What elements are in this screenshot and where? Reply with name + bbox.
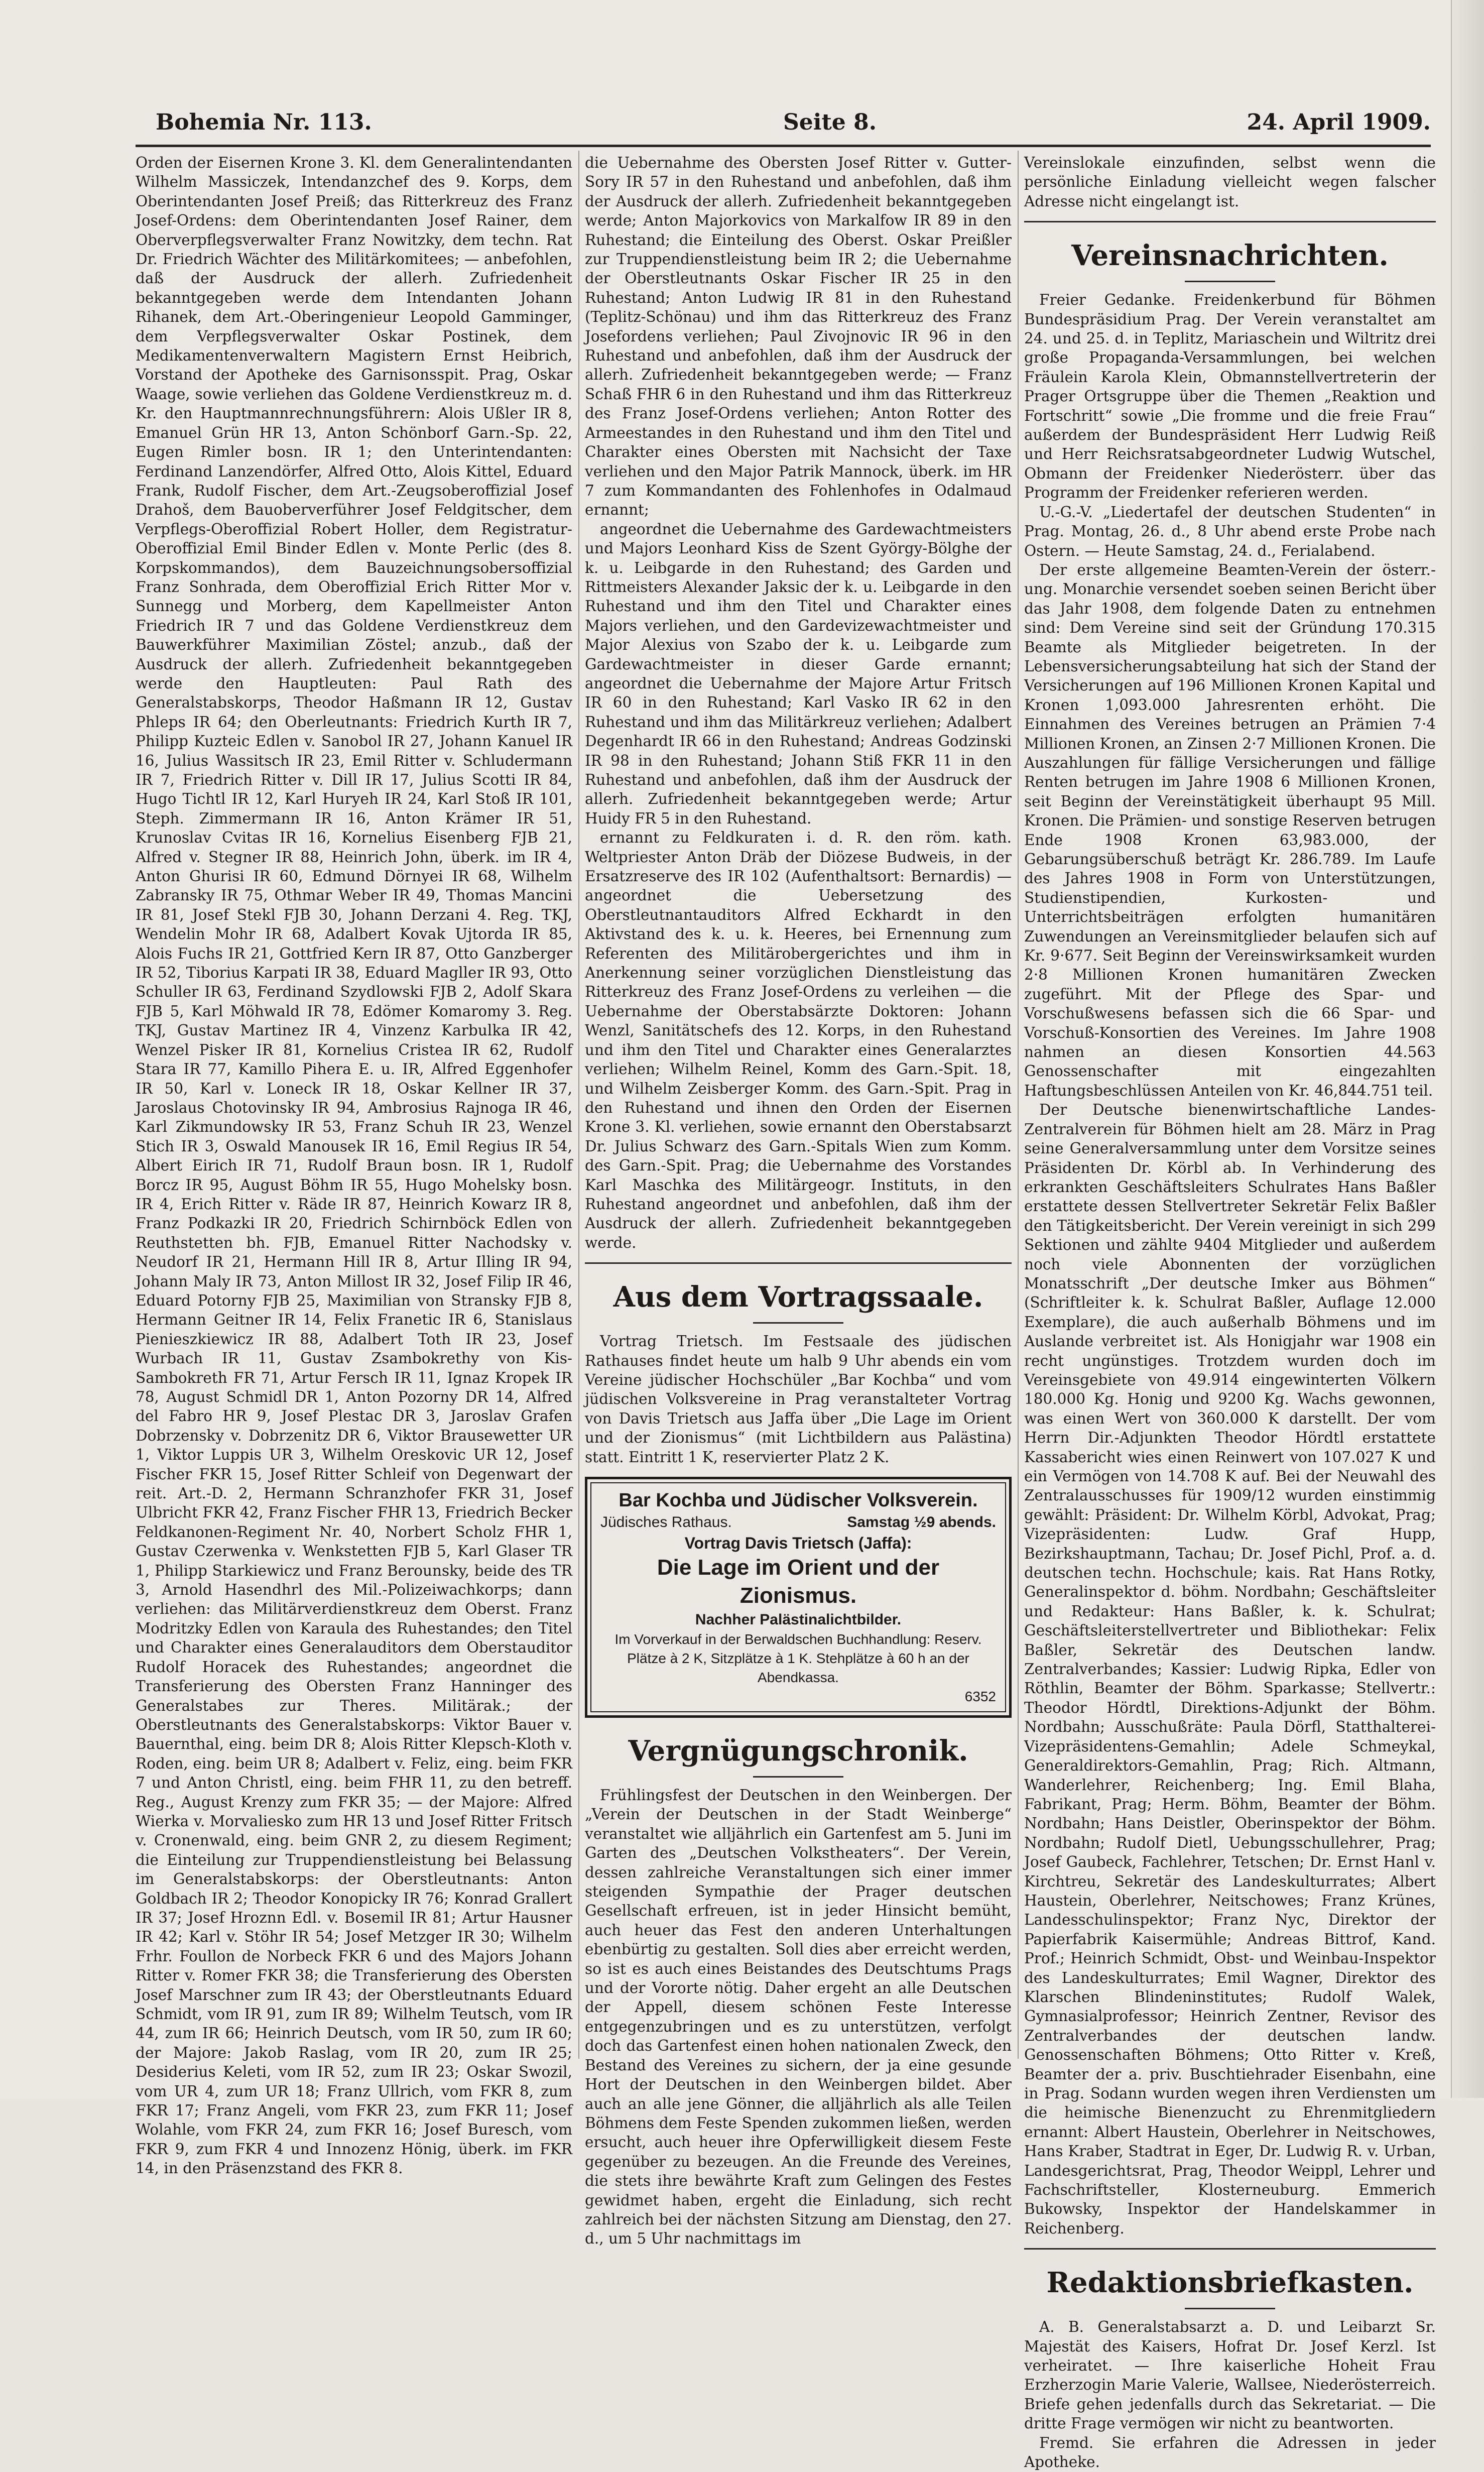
col1-paragraph: Orden der Eisernen Krone 3. Kl. dem Generalintendanten Wilhelm Massiczek, Intendanzchef des 9. Korps, dem Oberintendanten Josef Preiß; das Ritterkreuz des Franz Josef-Ordens: dem Oberintendanten Josef Rainer, dem Oberverpflegsverwalter Franz Nowitzky, dem techn. Rat Dr. Friedrich Wächter des Militärkomitees; — anbefohlen, daß der Ausdruck der allerh. Zufriedenheit bekanntgegeben werde dem Intendanten Johann Rihanek, dem Art.-Oberingenieur Leopold Gamminger, dem Verpflegsverwalter Oskar Postinek, dem Medikamentenverwaltern Magistern Ernst Heibrich, Vorstand der Apotheke des Garnisonsspit. Prag, Oskar Waage, sowie verliehen das Goldene Verdienstkreuz m. d. Kr. den Hauptmannrechnungsführern: Alois Ußler IR 8, Emanuel Grün HR 13, Anton Schönborf Garn.-Sp. 22, Eugen Rimler bosn. IR 1; den Unterintendanten: Ferdinand Lanzendörfer, Alfred Otto, Alois Kittel, Eduard Frank, Rudolf Fischer, dem Art.-Zeugsoberoffizial Josef Drahoš, dem Bauoberverführer Josef Feldgitscher, dem Verpflegs-Oberoffizial Robert Holler, dem Registratur-Oberoffizial Emil Binder Edlen v. Monte Perlic (des 8. Korpskommandos), dem Bauzeichnungsobersoffizial Franz Sonhrada, dem Oberoffizial Erich Ritter Mor v. Sunnegg und Morberg, dem Kapellmeister Anton Friedrich IR 7 und das Goldene Verdienstkreuz dem Bauwerkführer Maximilian Zöstel; anzub., daß der Ausdruck der allerh. Zufriedenheit bekanntgegeben werde den Hauptleuten: Paul Rath des Generalstabskorps, Theodor Haßmann IR 12, Gustav Phleps IR 64; den Oberleutnants: Friedrich Kurth IR 7, Philipp Kuzteic Edlen v. Sanobol IR 27, Johann Kanuel IR 16, Julius Wassitsch IR 23, Emil Ritter v. Schludermann IR 7, Friedrich Ritter v. Dill IR 17, Julius Scotti IR 84, Hugo Tichtl IR 12, Karl Huryeh IR 24, Karl Stoß IR 101, Steph. Zimmermann IR 16, Anton Krämer IR 51, Krunoslav Cvitas IR 16, Kornelius Eisenberg FJB 21, Alfred v. Stegner IR 88, Heinrich John, überk. im IR 4, Anton Ghurisi IR 60, Edmund Dörnyei IR 68, Wilhelm Zabransky IR 75, Othmar Weber IR 49, Thomas Mancini IR 81, Josef Stekl FJB 30, Johann Derzani 4. Reg. TKJ, Wendelin Mohr IR 68, Adalbert Kovak Ujtorda IR 85, Alois Fuchs IR 21, Gottfried Kern IR 87, Otto Ganzberger IR 52, Tiborius Karpati IR 38, Eduard Magller IR 93, Otto Schuller IR 63, Ferdinand Szydlowski FJB 2, Adolf Skara FJB 5, Karl Möhwald IR 78, Edömer Komaromy 3. Reg. TKJ, Gustav Martinez IR 4, Vinzenz Karbulka IR 42, Wenzel Pisker IR 81, Kornelius Cristea IR 62, Rudolf Stara IR 77, Kamillo Pihera E. u. IR, Alfred Eggenhofer IR 50, Karl v. Loneck IR 18, Oskar Kellner IR 37, Jaroslaus Chotovinsky IR 94, Ambrosius Rajnoga IR 46, Karl Zikmundowsky IR 53, Franz Schuh IR 23, Wenzel Stich IR 3, Oswald Manousek IR 16, Emil Regius IR 54, Albert Eirich IR 71, Rudolf Braun bosn. IR 1, Rudolf Borcz IR 95, August Böhm IR 55, Hugo Mohelsky bosn. IR 4, Erich Ritter v. Räde IR 87, Heinrich Kowarz IR 8, Franz Podkazki IR 20, Friedrich Schirnböck Edlen von Reuthstetten bh. FJB, Emanuel Ritter Nachodsky v. Neudorf IR 21, Hermann Hill IR 8, Artur Illing IR 94, Johann Maly IR 73, Anton Millost IR 32, Josef Filip IR 46, Eduard Potorny FJB 25, Maximilian von Stransky FJB 8, Hermann Geitner IR 14, Felix Franetic IR 6, Stanislaus Pienieszkiewicz IR 88, Adalbert Toth IR 23, Josef Wurbach IR 11, Gustav Zsambokrethy von Kis-Sambokreth FR 71, Artur Fersch IR 11, Ignaz Kropek IR 78, August Schmidl DR 1, Anton Pozorny DR 14, Alfred del Fabro HR 9, Josef Plestac DR 3, Jaroslav Grafen Dobrzensky v. Dobrzenitz DR 6, Viktor Brausewetter UR 1, Viktor Luppis UR 3, Wilhelm Oreskovic UR 12, Josef Fischer FKR 15, Josef Ritter Schleif von Degenwart der reit. Art.-D. 2, Hermann Schranzhofer FKR 31, Josef Ulbricht FKR 42, Franz Fischer FHR 13, Friedrich Becker Feldkanonen-Regiment Nr. 40, Norbert Scholz FHR 1, Gustav Czerwenka v. Wenkstetten FJB 5, Karl Glaser TR 1, Philipp Starkiewicz und Franz Berounsky, beide des TR 3, Arnold Hasendhrl des Mil.-Polizeiwachkorps; dann verliehen: das Militärverdienstkreuz dem Oberst. Franz Modritzky Edlen von Karaula des Ruhestandes; den Titel und Charakter eines Generalauditors dem Oberstauditor Rudolf Horacek des Ruhestandes; angeordnet die Transferierung des Obersten Franz Hanninger des Generalstabes zur Theres. Militärak.; der Oberstleutnants des Generalstabskorps: Viktor Bauer v. Bauernthal, eing. beim DR 8; Alois Ritter Klepsch-Kloth v. Roden, eing. beim UR 8; Adalbert v. Feliz, eing. beim FKR 7 und Anton Christl, eing. beim FHR 11, zu den betreff. Reg., August Krenzy zum FKR 35; — der Majore: Alfred Wierka v. Morvaliesko zum HR 13 und Josef Ritter Fritsch v. Cronenwald, eing. beim GNR 2, zu diesem Regiment; die Einteilung zur Truppendienstleistung bei Belassung im Generalstabskorps: der Oberstleutnants: Anton Goldbach IR 2; Theodor Konopicky IR 76; Konrad Grallert IR 37; Josef Hroznn Edl. v. Bosemil IR 81; Artur Hausner IR 42; Karl v. Stöhr IR 54; Josef Metzger IR 30; Wilhelm Frhr. Foullon de Norbeck FKR 6 und des Majors Johann Ritter v. Romer FKR 38; die Transferierung des Obersten Josef Marschner zum IR 43; der Oberstleutnants Eduard Schmidt, vom IR 91, zum IR 89; Wilhelm Teutsch, vom IR 44, zum IR 66; Heinrich Deutsch, vom IR 50, zum IR 60; der Majore: Jakob Raslag, vom IR 20, zum IR 25; Desiderius Keleti, vom IR 52, zum IR 23; Oskar Swozil, vom UR 4, zum UR 18; Franz Ullrich, vom FKR 8, zum FKR 17; Franz Angeli, vom FKR 23, zum FKR 11; Josef Wolahle, vom FKR 24, zum FKR 16; Josef Buresch, vom FKR 9, zum FKR 4 und Innozenz Hönig, überk. im FKR 14, in den Präsenzstand des FKR 8. (136, 154, 572, 2177)
advertisement-inner (590, 1482, 1006, 1712)
advertisement-box (585, 1477, 1012, 1718)
col2-paragraph-1: die Uebernahme des Obersten Josef Ritter v. Gutter-Sory IR 57 in den Ruhestand und anbefohlen, daß ihm der Ausdruck der allerh. Zufriedenheit bekanntgegeben werde; Anton Majorkovics von Markalfow IR 89 in den Ruhestand; die Einteilung des Oberst. Oskar Preißler zur Truppendienstleistung beim IR 2; die Uebernahme der Oberstleutnants Oskar Fischer IR 25 in den Ruhestand; Anton Ludwig IR 81 in den Ruhestand (Teplitz-Schönau) und ihm das Ritterkreuz des Franz Josefordens verliehen; Paul Zivojnovic IR 96 in den Ruhestand und anbefohlen, daß ihm der Ausdruck der allerh. Zufriedenheit bekanntgegeben werde; — Franz Schaß FHR 6 in den Ruhestand und ihm das Ritterkreuz des Franz Josef-Ordens verliehen; Anton Rotter des Armeestandes in den Ruhestand und ihm den Titel und Charakter eines Obersten mit Nachsicht der Taxe verliehen und den Major Patrik Mannock, überk. im HR 7 zum Kommandanten des Fohlenhofes in Odalmaud ernannt; (585, 154, 1012, 519)
ad-time: Samstag ½9 abends. (847, 1514, 996, 1531)
header-issue: Bohemia Nr. 113. (156, 109, 372, 135)
section-divider (1024, 221, 1436, 222)
page-header (136, 105, 1431, 141)
header-page-number: Seite 8. (783, 109, 877, 135)
vortrag-paragraph: Vortrag Trietsch. Im Festsaale des jüdischen Rathauses findet heute um halb 9 Uhr abends ein vom Vereine jüdischer Hochschüler „Bar Kochba“ und vom jüdischen Volksvereine in Prag veranstalteter Vortrag von Davis Trietsch aus Jaffa über „Die Lage im Orient und der Zionismus“ (mit Lichtbildern aus Palästina) statt. Eintritt 1 K, reservierter Platz 2 K. (585, 1333, 1012, 1466)
ad-number: 6352 (964, 1689, 996, 1704)
column-1 (136, 153, 572, 2177)
column-2 (585, 153, 1012, 2248)
section-title-redaktionsbriefkasten: Redaktionsbriefkasten. (1046, 2266, 1414, 2300)
col3-paragraph-6: A. B. Generalstabsarzt a. D. und Leibarzt Sr. Majestät des Kaisers, Hofrat Dr. Josef Kerzl. Ist verheiratet. — Ihre kaiserliche Hoheit Frau Erzherzogin Marie Valerie, Wallsee, Niederösterreich. Briefe gehen jedenfalls durch das Sekretariat. — Die dritte Frage vermögen wir nicht zu beantworten. (1024, 2318, 1436, 2432)
title-rule (753, 1322, 843, 1324)
col3-paragraph-5: Der Deutsche bienenwirtschaftliche Landes-Zentralverein für Böhmen hielt am 28. März in Prag seine Generalversammlung unter dem Vorsitze seines Präsidenten Dr. Körbl ab. In Verhinderung des erkrankten Geschäftsleiters Schulrates Hans Baßler erstattete dessen Stellvertreter Sekretär Felix Baßler den Tätigkeitsbericht. Der Verein vereinigt in sich 299 Sektionen und zählte 9404 Mitglieder und außerdem noch viele Abonnenten der vorzüglichen Monatsschrift „Der deutsche Imker aus Böhmen“ (Schriftleiter k. k. Schulrat Baßler, Auflage 12.000 Exemplare), die auch außerhalb Böhmens und im Auslande verbreitet ist. Als Honigjahr war 1908 ein recht ungünstiges. Trotzdem wurden doch im Vereinsgebiete von 49.914 eingewinterten Völkern 180.000 Kg. Honig und 9200 Kg. Wachs gewonnen, was einen Wert von 360.000 K darstellt. Der vom Herrn Dir.-Adjunkten Theodor Hördtl erstattete Kassabericht wies einen Reinwert von 107.027 K und ein Vermögen von 14.708 K auf. Bei der Neuwahl des Zentralausschusses für 1909/12 wurden einstimmig gewählt: Präsident: Dr. Wilhelm Körbl, Advokat, Prag; Vizepräsidenten: Ludw. Graf Hupp, Bezirkshauptmann, Tachau; Dr. Josef Pichl, Prof. a. d. deutschen techn. Hochschule; kais. Rat Hans Rotky, Generalinspektor d. böhm. Nordbahn; Geschäftsleiter und Redakteur: Hans Baßler, k. k. Schulrat; Geschäftsleiterstellvertreter und Bibliothekar: Felix Baßler, Sekretär des Deutschen landw. Zentralverbandes; Kassier: Ludwig Ripka, Edler von Röthlin, Beamter der Böhm. Sparkasse; Stellvertr.: Theodor Hördtl, Direktions-Adjunkt der Böhm. Nordbahn; Ausschußräte: Paula Dörfl, Statthalterei-Vizepräsidentens-Gemahlin; Adele Schmeykal, Generaldirektors-Gemahlin, Prag; Rich. Altmann, Wanderlehrer, Reichenberg; Ing. Emil Blaha, Fabrikant, Prag; Herm. Böhm, Beamter der Böhm. Nordbahn; Hans Deistler, Oberinspektor der Böhm. Nordbahn; Rudolf Dietl, Uebungsschullehrer, Prag; Josef Gaubeck, Fachlehrer, Tetschen; Dr. Ernst Hanl v. Kirchtreu, Sekretär des Landeskulturrates; Albert Haustein, Oberlehrer, Neitschowes; Franz Krünes, Landesschulinspektor; Franz Nyc, Direktor der Papierfabrik Kaisermühle; Andreas Bittrof, Kand. Prof.; Heinrich Schmidt, Obst- und Weinbau-Inspektor des Landeskulturrates; Emil Wagner, Direktor des Klarschen Blindeninstitutes; Rudolf Walek, Gymnasialprofessor; Heinrich Zentner, Revisor des Zentralverbandes der deutschen landw. Genossenschaften Böhmens; Otto Ritter v. Kreß, Beamter der a. priv. Buschtiehrader Eisenbahn, eine in Prag. Sodann wurden wegen ihren Verdiensten um die heimische Bienenzucht zu Ehrenmitgliedern ernannt: Albert Haustein, Oberlehrer in Neitschowes, Hans Kraber, Stadtrat in Eger, Dr. Ludwig R. v. Urban, Landesgerichtsrat, Prag, Theodor Weippl, Lehrer und Fachschriftsteller, Klosterneuburg. Emmerich Bukowsky, Inspektor der Handelskammer in Reichenberg. (1024, 1101, 1436, 2237)
ad-presale: Im Vorverkauf in der Berwaldschen Buchhandlung: Reserv. Plätze à 2 K, Sitzplätze à 1 K. Stehplätze à 60 h an der Abendkassa. (614, 1631, 982, 1685)
section-title-vereinsnachrichten: Vereinsnachrichten. (1071, 239, 1389, 273)
title-rule (753, 1776, 843, 1778)
ad-place-time-row (600, 1512, 996, 1533)
ad-place: Jüdisches Rathaus. (600, 1514, 732, 1531)
page-edge (1451, 0, 1484, 2098)
ad-topic: Die Lage im Orient und der Zionismus. (657, 1555, 940, 1608)
ad-title: Bar Kochba und Jüdischer Volksverein. (619, 1490, 978, 1511)
column-3 (1024, 153, 1436, 2471)
ad-subline: Nachher Palästinalichtbilder. (695, 1611, 902, 1628)
section-divider (585, 1262, 1012, 1264)
col3-paragraph-4: Der erste allgemeine Beamten-Verein der österr.-ung. Monarchie versendet soeben seinen Bericht über das Jahr 1908, dem folgende Daten zu entnehmen sind: Dem Vereine sind seit der Gründung 170.315 Beamte als Mitglieder beigetreten. In der Lebensversicherungsabteilung hat sich der Stand der Versicherungen auf 196 Millionen Kronen Kapital und Kronen 1,093.000 Jahresrenten erhöht. Die Einnahmen des Vereines betrugen an Prämien 7·4 Millionen Kronen, an Zinsen 2·7 Millionen Kronen. Die Auszahlungen für fällige Versicherungen und fällige Renten betrugen im Jahre 1908 6 Millionen Kronen, seit Beginn der Vereinstätigkeit überhaupt 95 Mill. Kronen. Die Prämien- und sonstige Reserven betrugen Ende 1908 Kronen 63,983.000, der Gebarungsüberschuß beträgt Kr. 286.789. Im Laufe des Jahres 1908 in Form von Unterstützungen, Studienstipendien, Kurkosten- und Unterrichtsbeiträgen erfolgten humanitären Zuwendungen an Vereinsmitglieder belaufen sich auf Kr. 9·677. Seit Beginn der Vereinswirksamkeit wurden 2·8 Millionen Kronen humanitären Zwecken zugeführt. Mit der Pflege des Spar- und Vorschußwesens befassen sich die 66 Spar- und Vorschuß-Konsortien des Vereines. Im Jahre 1908 nahmen an diesen Konsortien 44.563 Genossenschafter mit eingezahlten Haftungsbeschlüssen Anteilen von Kr. 46,844.751 teil. (1024, 561, 1436, 1099)
column-rule-1 (578, 151, 579, 2059)
column-rule-2 (1018, 151, 1019, 2059)
section-title-vergnuegung: Vergnügungschronik. (628, 1734, 968, 1768)
header-rule (136, 145, 1431, 147)
title-rule (1185, 2308, 1275, 2309)
vergnuegung-paragraph: Frühlingsfest der Deutschen in den Weinbergen. Der „Verein der Deutschen in der Stadt Weinberge“ veranstaltet wie alljährlich ein Gartenfest am 5. Juni im Garten des „Deutschen Volkstheaters“. Der Verein, dessen zahlreiche Veranstaltungen sich einer immer steigenden Sympathie der Prager deutschen Gesellschaft erfreuen, ist in jeder Hinsicht bemüht, auch heuer das Fest den anderen Unterhaltungen ebenbürtig zu gestalten. Soll dies aber erreicht werden, so ist es auch eines Beistandes des Deutschtums Prags und der Vororte nötig. Daher ergeht an alle Deutschen der Appell, diesem schönen Feste Interesse entgegenzubringen und es zu unterstützen, verfolgt doch das Gartenfest einen hohen nationalen Zweck, den Bestand des Vereines zu sichern, der ja eine gesunde Hort der Deutschen in den Weinbergen bildet. Aber auch an alle jene Gönner, die alljährlich als alle Teilen Böhmens dem Feste Spenden zukommen ließen, werden ersucht, auch heuer ihre Opferwilligkeit diesem Feste gegenüber zu bezeugen. An die Freunde des Vereines, die stets ihre bewährte Kraft zum Gelingen des Festes gewidmet haben, ergeht die Einladung, sich recht zahlreich bei der nächsten Sitzung am Dienstag, den 27. d., um 5 Uhr nachmittags im (585, 1787, 1012, 2248)
section-title-vortragssaal: Aus dem Vortragssaale. (613, 1280, 983, 1314)
col2-paragraph-2: angeordnet die Uebernahme des Gardewachtmeisters und Majors Leonhard Kiss de Szent György-Bölghe der k. u. Leibgarde in den Ruhestand; des Garden und Rittmeisters Alexander Jaksic der k. u. Leibgarde in den Ruhestand und ihm den Titel und Charakter eines Majors verliehen, und den Gardevizewachtmeister und Major Alexius von Szabo der k. u. Leibgarde zum Gardewachtmeister in dieser Garde ernannt; angeordnet die Uebernahme der Majore Artur Fritsch IR 60 in den Ruhestand; Karl Vasko IR 62 in den Ruhestand und ihm das Militärkreuz verliehen; Adalbert Degenhardt IR 66 in den Ruhestand; Andreas Godzinski IR 98 in den Ruhestand; Johann Stiß FKR 11 in den Ruhestand und anbefohlen, daß ihm der Ausdruck der allerh. Zufriedenheit bekanntgegeben werde; Artur Huidy FR 5 in den Ruhestand. (585, 520, 1012, 827)
col3-paragraph-3: U.-G.-V. „Liedertafel der deutschen Studenten“ in Prag. Montag, 26. d., 8 Uhr abend erste Probe nach Ostern. — Heute Samstag, 24. d., Ferialabend. (1024, 503, 1436, 559)
title-rule (1185, 281, 1275, 282)
col2-paragraph-3: ernannt zu Feldkuraten i. d. R. den röm. kath. Weltpriester Anton Dräb der Diözese Budweis, in der Ersatzreserve des IR 102 (Aufenthaltsort: Bernardis) — angeordnet die Uebersetzung des Oberstleutnantauditors Alfred Eckhardt in den Aktivstand des k. u. k. Heeres, bei Ernennung zum Referenten des Militärobergerichtes und ihm in Anerkennung seiner vorzüglichen Dienstleistung das Ritterkreuz des Franz Josef-Ordens zu verleihen — die Uebernahme der Oberstabsärzte Doktoren: Johann Wenzl, Sanitätschefs des 12. Korps, in den Ruhestand und ihm den Titel und Charakter eines Generalarztes verliehen; Wilhelm Reinel, Komm des Garn.-Spit. 18, und Wilhelm Zeisberger Komm. des Garn.-Spit. Prag in den Ruhestand und ihnen den Orden der Eisernen Krone 3. Kl. verliehen, sowie ernannt den Oberstabsarzt Dr. Julius Schwarz des Garn.-Spitals Wien zum Komm. des Garn.-Spit. Prag; die Uebernahme des Vorstandes Karl Maschka des Militärgeogr. Instituts, in den Ruhestand angeordnet und anbefohlen, daß ihm der Ausdruck der allerh. Zufriedenheit bekanntgegeben werde. (585, 829, 1012, 1251)
section-divider (1024, 2248, 1436, 2250)
col3-paragraph-7: Fremd. Sie erfahren die Adressen in jeder Apotheke. (1024, 2434, 1436, 2471)
header-date: 24. April 1909. (1247, 109, 1431, 135)
col3-paragraph-2: Freier Gedanke. Freidenkerbund für Böhmen Bundespräsidium Prag. Der Verein veranstaltet am 24. und 25. d. in Teplitz, Mariaschein und Wiltritz drei große Propaganda-Versammlungen, bei welchen Fräulein Karola Klein, Obmannstellvertreterin der Prager Ortsgruppe über die Themen „Reaktion und Fortschritt“ sowie „Die fromme und die freie Frau“ außerdem der Bundespräsident Herr Ludwig Reiß und Herr Reichsratsabgeordneter Ludwig Wutschel, Obmann der Freidenker Niederösterr. über das Programm der Freidenker referieren werden. (1024, 291, 1436, 502)
ad-lecture: Vortrag Davis Trietsch (Jaffa): (684, 1534, 912, 1552)
col3-paragraph-1: Vereinslokale einzufinden, selbst wenn die persönliche Einladung vielleicht wegen falscher Adresse nicht eingelangt ist. (1024, 154, 1436, 210)
